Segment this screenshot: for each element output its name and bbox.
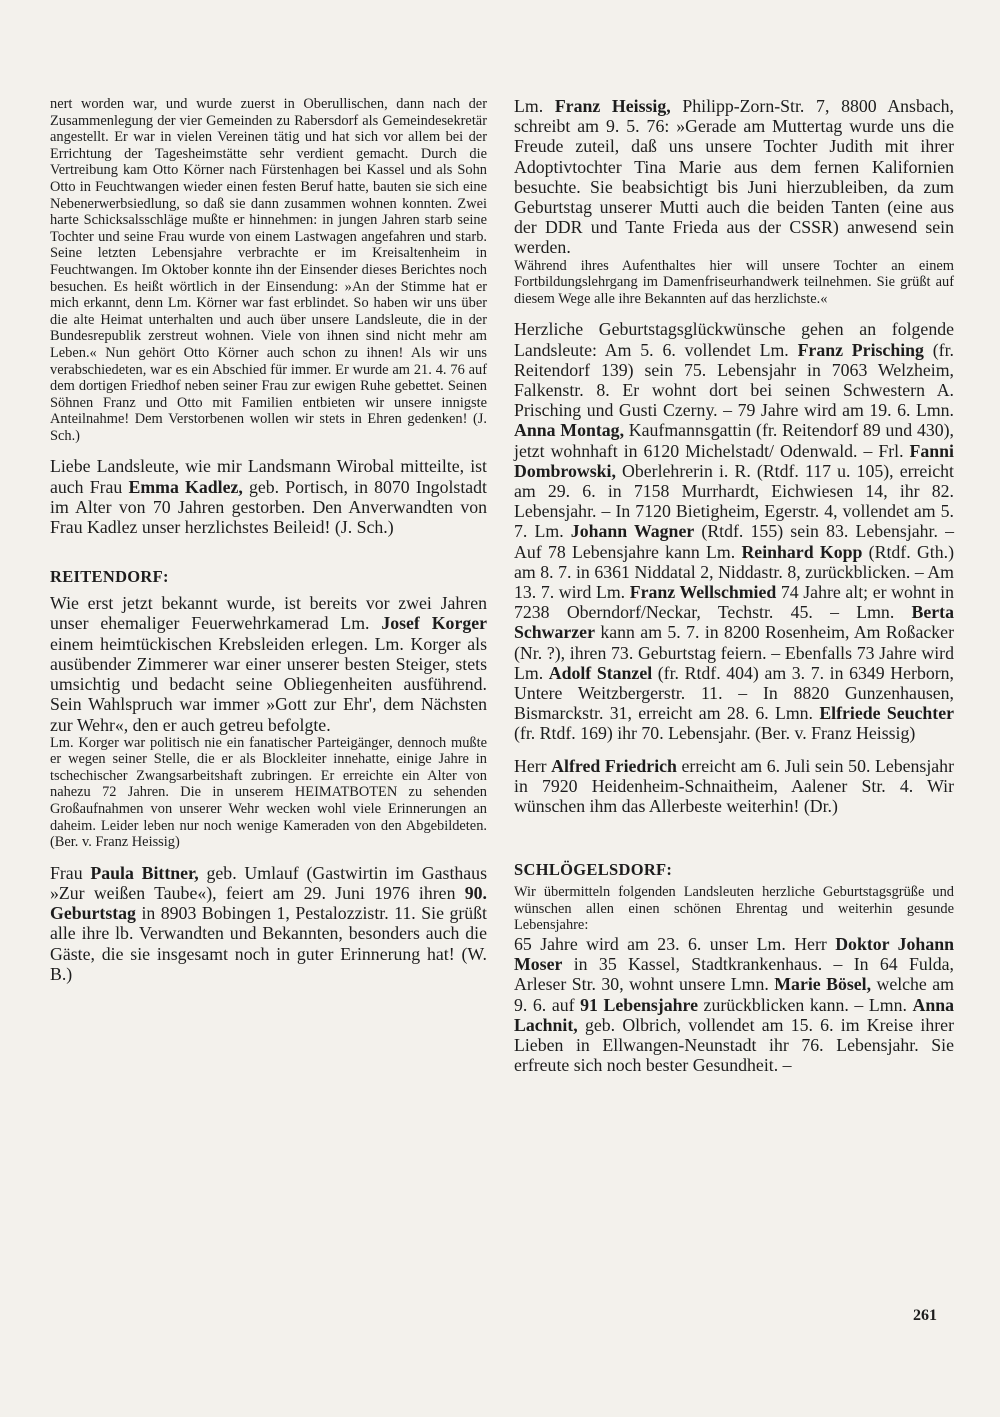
text-run: Herzliche Geburtstagsglückwünsche gehen an folgende Landsleute: Am 5. 6. vollendet Lm. — [514, 319, 954, 360]
text-run: (fr. Reitendorf 139) sein 75. Lebensjahr in 7063 Welzheim, Falkenstr. 8. Er wohnt dort bei seinen Schwestern A. Prisching und Gusti Czerny. – 79 Jahre wird am 19. 6. Lmn. — [514, 339, 954, 421]
text-run: Philipp-Zorn-Str. 7, 8800 Ansbach, schreibt am 9. 5. 76: »Gerade am Muttertag wurde uns die Freude zuteil, daß uns unsere Tochter Judith mit ihrer Adoptivtochter Tina Marie aus dem fernen Kalifornien besuchte. Sie beabsichtigt bis Juni hierzubleiben, da zum Geburtstag unserer Mutti auch die beiden Tanten (eine aus der DDR und Tante Frieda aus der CSSR) anwesend sein werden. — [514, 96, 954, 258]
text-run: (fr. Rtdf. 404) am 3. 7. in 6349 Herborn, Untere Weitzbergerstr. 11. – In 8820 Gunzenhausen, Bismarckstr. 31, erreicht am 28. 6. Lmn. — [514, 662, 954, 724]
text-run: (Rtdf. 155) sein 83. Lebensjahr. – Auf 78 Lebensjahre kann Lm. — [514, 521, 954, 562]
letter-continuation: Während ihres Aufenthaltes hier will unsere Tochter an einem Fortbildungslehrgang im Damenfriseurhandwerk teilnehmen. Sie grüßt auf diesem Wege alle ihre Bekannten auf das herzlichste.« — [514, 257, 954, 307]
page-number: 261 — [913, 1307, 937, 1324]
obituary-otto-koerner: nert worden war, und wurde zuerst in Oberullischen, dann nach der Zusammenlegung der vier Gemeinden zu Rabersdorf als Gemeindesekretär angestellt. Er war in vielen Vereinen tätig und hat sich vor allem bei der Errichtung der Tagesheimstätte sehr verdient gemacht. Durch die Vertreibung kam Otto Körner nach Fürstenhagen bei Kassel und als Sohn Otto in Feuchtwangen wieder einen festen Beruf hatte, bauten sie sich eine Nebenerwerbsiedlung, so daß sie dann zusammen wohnen konnten. Zwei harte Schicksalsschläge mußte er hinnehmen: in jungen Jahren starb seine Tochter und seine Frau wurde von einem Lastwagen angefahren und starb. Seine letzten Lebensjahre verbrachte er im Kreisaltenheim in Feuchtwangen. Im Oktober konnte ihn der Einsender dieses Berichtes noch besuchen. Es heißt wörtlich in der Einsendung: »An der Stimme hat er mich erkannt, denn Lm. Körner war fast erblindet. So haben wir uns über die alte Heimat unterhalten und auch über unsere Landsleute, die in der Bundesrepublik zerstreut wohnen. Viele von ihnen sind nicht mehr am Leben.« Nun gehört Otto Körner auch schon zu ihnen! Als wir uns verabschiedeten, war es ein Abschied für immer. Er wurde am 21. 4. 76 auf dem dortigen Friedhof neben seiner Frau zur ewigen Ruhe gebettet. Seinen Söhnen Franz und Otto mit Familien entbieten wir unsere innigste Anteilnahme! Dem Verstorbenen wollen wir stets in Ehren gedenken! (J. Sch.) — [50, 96, 487, 444]
text-run: welche am 9. 6. auf — [514, 974, 954, 1015]
person-name: Berta Schwarzer — [514, 602, 954, 643]
section-heading-schloegelsdorf: SCHLÖGELSDORF: — [514, 860, 673, 880]
person-name: Reinhard Kopp — [741, 541, 863, 562]
text-run: Herr — [514, 755, 552, 776]
section-heading-reitendorf: REITENDORF: — [50, 567, 169, 587]
text-run: Lm. — [514, 96, 555, 116]
text-run: zurückblicken kann. – Lmn. — [697, 994, 913, 1015]
text-run: geb. Portisch, in 8070 Ingolstadt im Alter von 70 Jahren gestorben. Den Anverwandten von Frau Kadlez unser herzlichstes Beileid! (J. Sch.) — [50, 476, 487, 538]
text-run: in 35 Kassel, Stadtkrankenhaus. – In 64 Fulda, Arleser Str. 30, wohnt unsere Lmn. — [514, 954, 954, 995]
right-column — [514, 96, 954, 1075]
text-run: einem heimtückischen Krebsleiden erlegen. Lm. Korger als ausübender Zimmerer war einer unserer besten Steiger, stets umsichtig und bedacht seine Obliegenheiten ausführend. Sein Wahlspruch war immer »Gott zur Ehr', dem Nächsten zur Wehr«, den er auch getreu befolgte. — [50, 633, 487, 735]
text-run: erreicht am 6. Juli sein 50. Lebensjahr in 7920 Heidenheim-Schnaitheim, Aalener Str. 4. Wir wünschen ihm das Allerbeste weiterhin! (Dr.) — [514, 755, 954, 817]
text-run: 65 Jahre wird am 23. 6. unser Lm. Herr — [514, 934, 836, 955]
text-run: Liebe Landsleute, wie mir Landsmann Wirobal mitteilte, ist auch Frau — [50, 456, 487, 497]
text-run: 74 Jahre alt; er wohnt in 7238 Oberndorf/Neckar, Techstr. 45. – Lmn. — [514, 582, 955, 623]
text-run: in 8903 Bobingen 1, Pestalozzistr. 11. Sie grüßt alle ihre lb. Verwandten und Bekannten, besonders auch die Gäste, die sie insgesamt noch in guter Erinnerung hat! (W. B.) — [50, 903, 487, 984]
birthday-alfred-friedrich — [514, 756, 954, 817]
age-highlight: 91 Lebensjahre — [580, 994, 698, 1015]
letter-franz-heissig — [514, 96, 954, 258]
person-name: Elfriede Seuchter — [819, 703, 954, 724]
schloegelsdorf-intro: Wir übermitteln folgenden Landsleuten herzliche Geburtstagsgrüße und wünschen allen einen schönen Ehrentag und weiterhin gesunde Lebensjahre: — [514, 884, 954, 934]
obituary-emma-kadlez — [50, 456, 487, 537]
birthday-highlight: 90. Geburtstag — [50, 883, 487, 924]
text-run: (Rtdf. Gth.) am 8. 7. in 6361 Niddatal 2, Niddastr. 8, zurückblicken. – Am 13. 7. wird Lm. — [514, 541, 954, 603]
text-run: geb. Umlauf (Gastwirtin im Gasthaus »Zur weißen Taube«), feiert am 29. Juni 1976 ihren — [50, 862, 487, 904]
left-column — [50, 96, 487, 984]
text-run: Frau — [50, 862, 91, 883]
person-name: Josef Korger — [381, 613, 488, 634]
person-name: Franz Heissig, — [554, 96, 671, 116]
birthday-list-schloegelsdorf — [514, 934, 954, 1075]
person-name: Fanni Dombrowski, — [514, 440, 954, 481]
text-run: Kaufmannsgattin (fr. Reitendorf 89 und 430), jetzt wohnhaft in 6120 Michelstadt/ Odenwald. – Frl. — [514, 420, 954, 461]
birthday-paula-bittner — [50, 863, 487, 984]
person-name: Alfred Friedrich — [551, 755, 677, 776]
text-run: kann am 5. 7. in 8200 Rosenheim, Am Roßacker (Nr. ?), ihren 73. Geburtstag feiern. – Ebenfalls 73 Jahre wird Lm. — [514, 622, 954, 683]
korger-continuation: Lm. Korger war politisch nie ein fanatischer Parteigänger, dennoch mußte er wegen seiner Stelle, die er als Blockleiter innehatte, einige Jahre in tschechischer Zwangsarbeitshaft zubringen. Er erreichte ein Alter von nahezu 72 Jahren. Die in unserem HEIMATBOTEN zu sehenden Großaufnahmen von unserer Wehr wecken wohl viele Erinnerungen an daheim. Leider leben nur noch wenige Kameraden von den Abgebildeten. (Ber. v. Franz Heissig) — [50, 734, 487, 851]
text-run: (fr. Rtdf. 169) ihr 70. Lebensjahr. (Ber. v. Franz Heissig) — [514, 723, 916, 744]
text-run: Wie erst jetzt bekannt wurde, ist bereits vor zwei Jahren unser ehemaliger Feuerwehrkamerad Lm. — [50, 593, 487, 634]
obituary-josef-korger — [50, 593, 487, 734]
text-run: Oberlehrerin i. R. (Rtdf. 117 u. 105), erreicht am 29. 6. in 7158 Murrhardt, Eichwiesen 14, ihr 82. Lebensjahr. – In 7120 Bietigheim, Egerstr. 4, vollendet am 5. 7. Lm. — [514, 460, 954, 542]
text-run: geb. Olbrich, vollendet am 15. 6. im Kreise ihrer Lieben in Ellwangen-Neunstadt ihr 76. Lebensjahr. Sie erfreute sich noch bester Gesundheit. – — [514, 1014, 954, 1076]
person-name: Marie Bösel, — [774, 974, 872, 995]
birthday-list-reitendorf — [514, 319, 954, 743]
person-name: Anna Montag, — [514, 420, 625, 441]
person-name: Anna Lachnit, — [514, 994, 955, 1035]
person-name: Emma Kadlez, — [128, 476, 243, 497]
person-name: Paula Bittner, — [90, 862, 199, 883]
person-name: Doktor Johann Moser — [514, 934, 954, 975]
person-name: Adolf Stanzel — [548, 662, 653, 683]
person-name: Franz Wellschmied — [629, 582, 777, 603]
person-name: Johann Wagner — [570, 521, 695, 542]
person-name: Franz Prisching — [797, 339, 924, 360]
